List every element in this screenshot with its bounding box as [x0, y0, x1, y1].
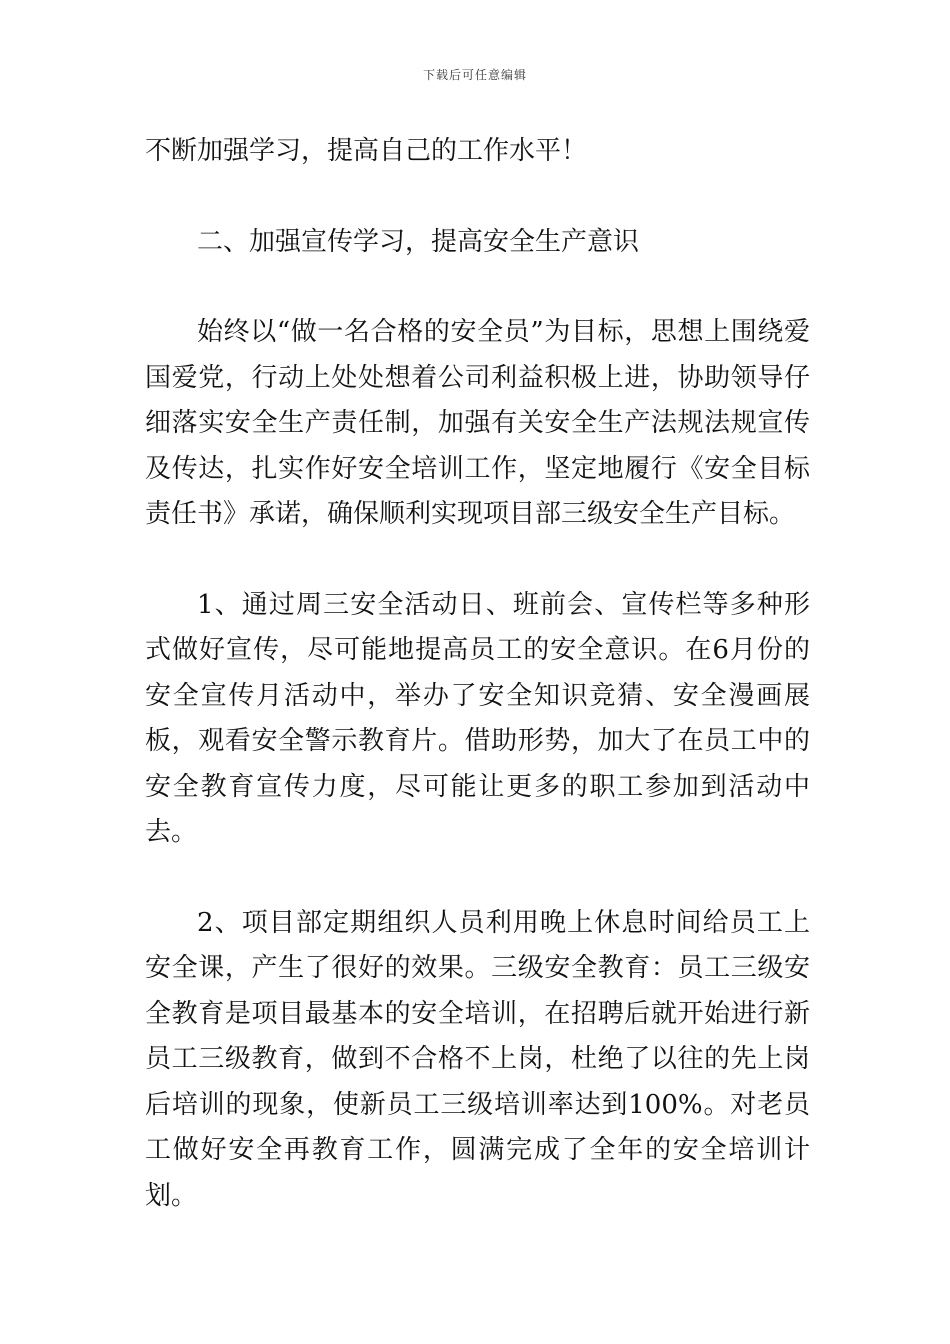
paragraph-continuation: 不断加强学习，提高自己的工作水平！: [145, 136, 588, 166]
paragraph-item-1: 1、通过周三安全活动日、班前会、宣传栏等多种形式做好宣传，尽可能地提高员工的安全意识。在6月份的安全宣传月活动中，举办了安全知识竞猜、安全漫画展板，观看安全警示教育片。借助形势，加大了在员工中的安全教育宣传力度，尽可能让更多的职工参加到活动中去。: [145, 589, 810, 847]
section-heading: 二、加强宣传学习，提高安全生产意识: [197, 226, 640, 257]
paragraph-item-2: 2、项目部定期组织人员利用晚上休息时间给员工上安全课，产生了很好的效果。三级安全教育：员工三级安全教育是项目最基本的安全培训，在招聘后就开始进行新员工三级教育，做到不合格不上岗，杜绝了以往的先上岗后培训的现象，使新员工三级培训率达到100%。对老员工做好安全再教育工作，圆满完成了全年的安全培训计划。: [145, 907, 810, 1211]
page-header: 下载后可任意编辑: [422, 68, 527, 82]
paragraph-goal: 始终以“做一名合格的安全员”为目标，思想上围绕爱国爱党，行动上处处想着公司利益积极上进，协助领导仔细落实安全生产责任制，加强有关安全生产法规法规宣传及传达，扎实作好安全培训工作，坚定地履行《安全目标责任书》承诺，确保顺利实现项目部三级安全生产目标。: [145, 317, 810, 529]
document-body: [145, 129, 810, 1219]
